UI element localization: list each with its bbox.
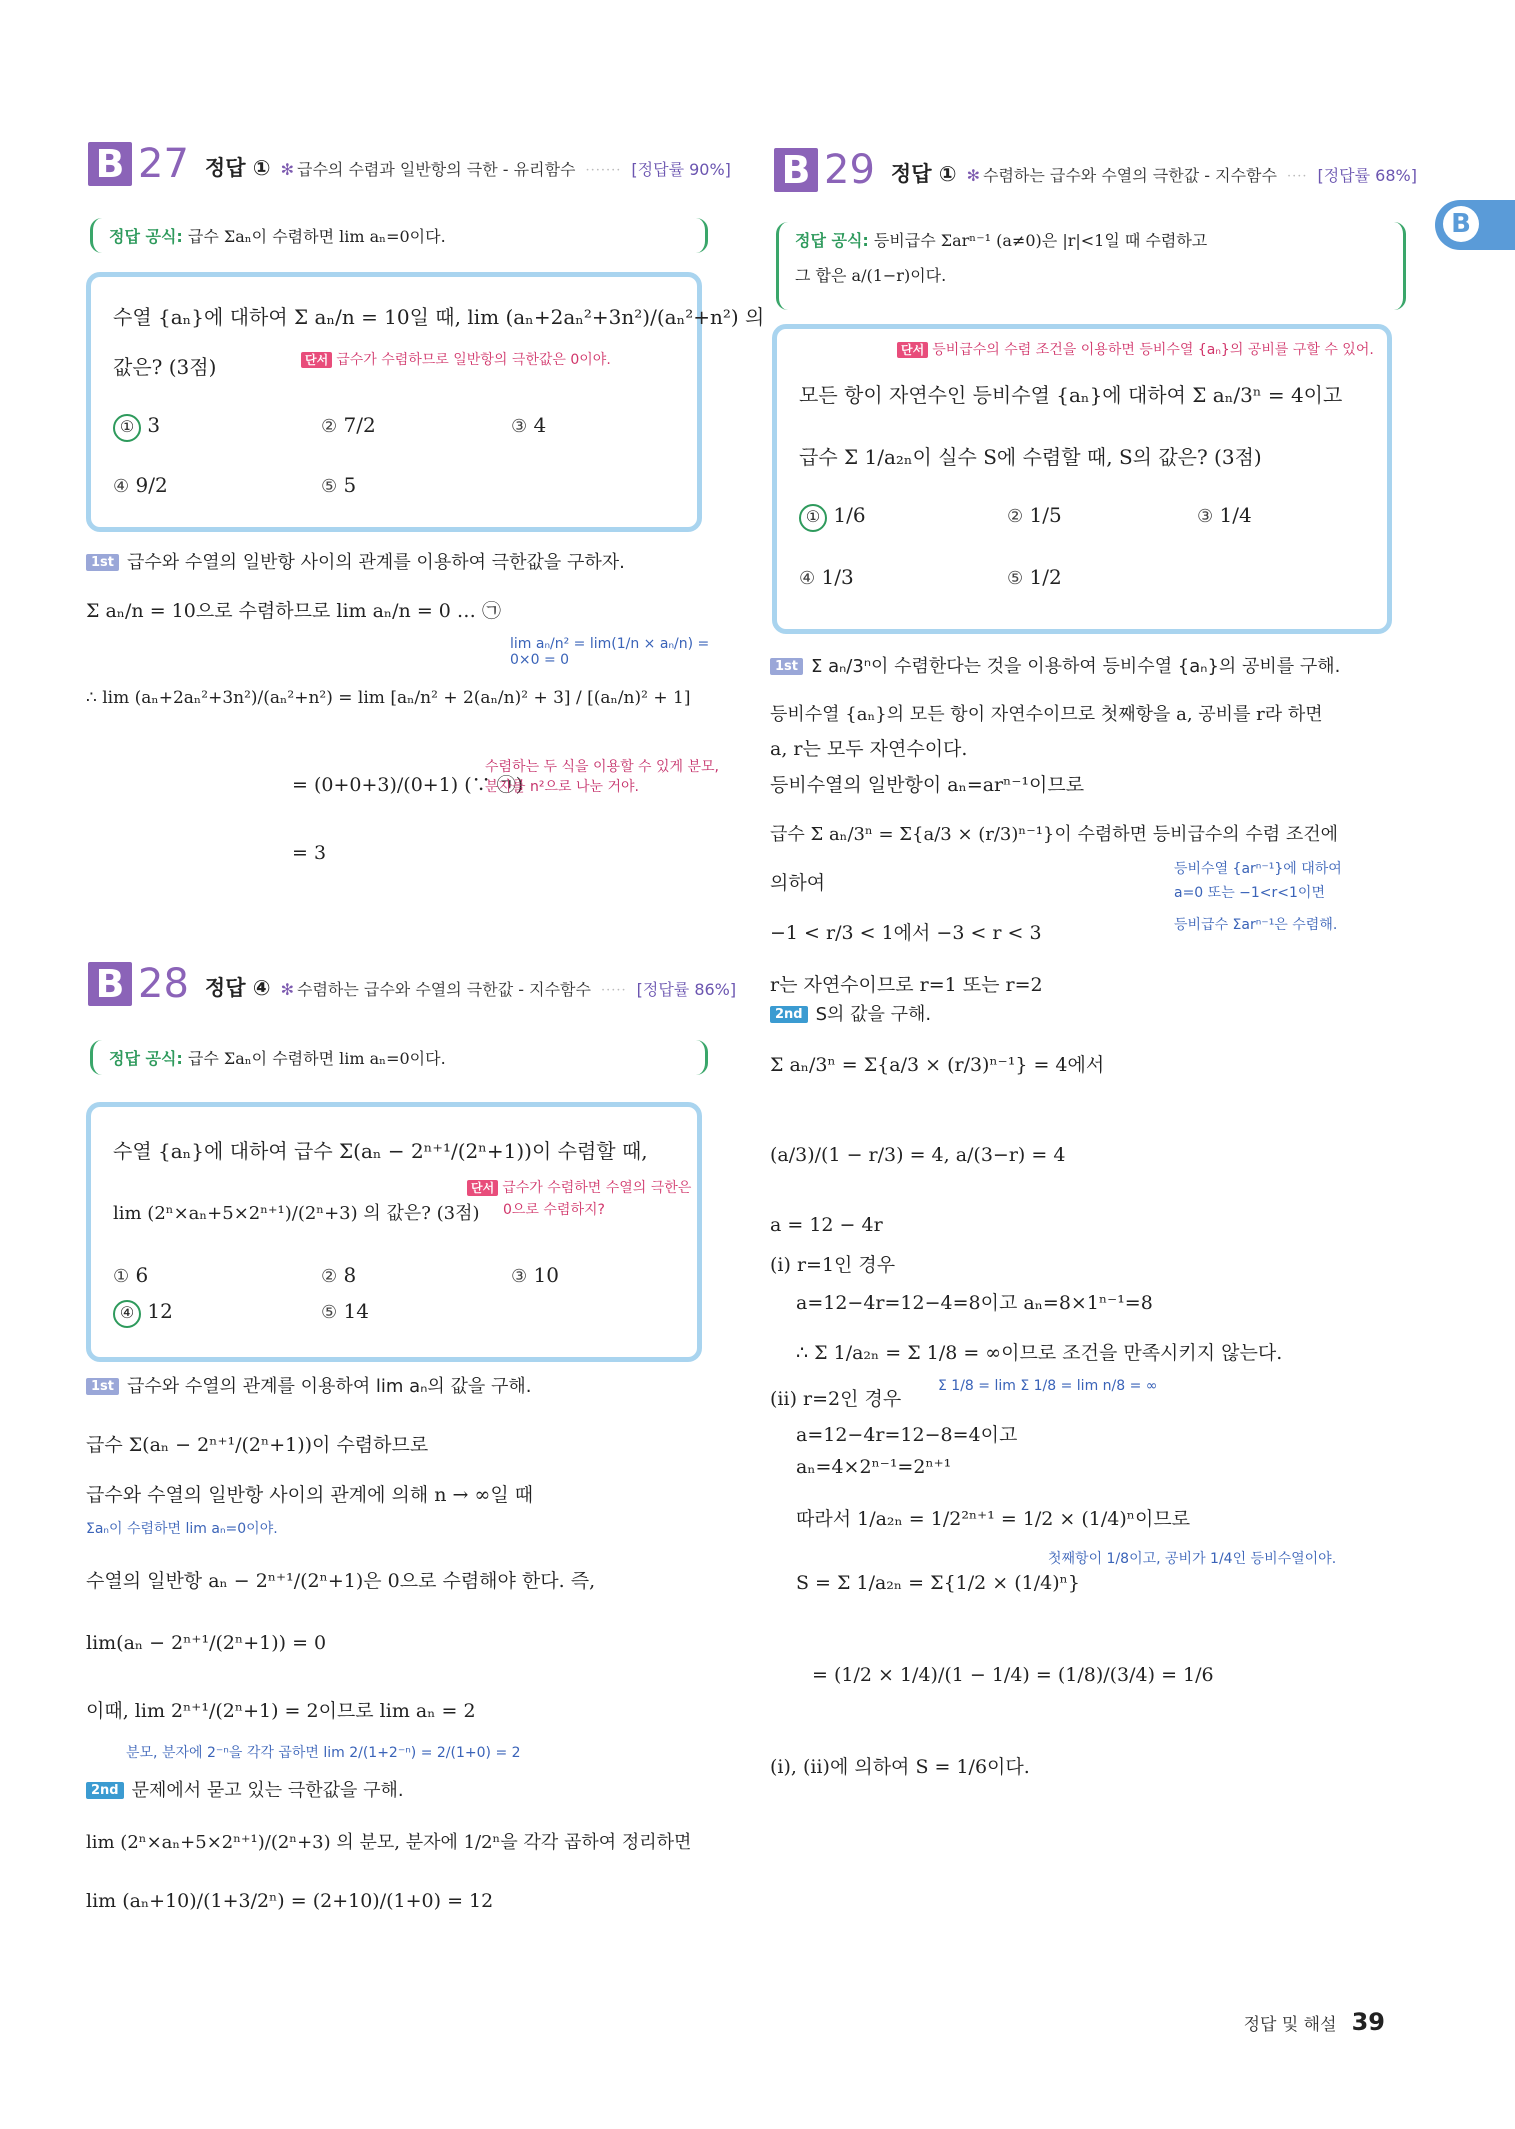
choice-3[interactable]: ③ 1/4: [1197, 503, 1252, 527]
solution-line: lim(aₙ − 2ⁿ⁺¹/(2ⁿ+1)) = 0: [86, 1632, 327, 1654]
problem-29-answer: 정답 ①: [890, 162, 957, 186]
leader-dots: ·····: [600, 983, 627, 998]
footer-text: 정답 및 해설: [1243, 2015, 1337, 2035]
solution-line: 등비수열 {aₙ}의 모든 항이 자연수이므로 첫째항을 a, 공비를 r라 하면: [770, 704, 1323, 725]
solution-line: = (1/2 × 1/4)/(1 − 1/4) = (1/8)/(3/4) = 1/6: [812, 1664, 1214, 1686]
side-note: 등비수열 {arⁿ⁻¹}에 대하여: [1174, 861, 1342, 877]
solution-line: a=12−4r=12−4=8이고 aₙ=8×1ⁿ⁻¹=8: [796, 1292, 1153, 1314]
question-line-2: lim (2ⁿ×aₙ+5×2ⁿ⁺¹)/(2ⁿ+3) 의 값은? (3점): [113, 1203, 480, 1224]
choice-5[interactable]: ⑤ 5: [321, 473, 357, 497]
side-note: Σaₙ이 수렴하면 lim aₙ=0이야.: [86, 1521, 278, 1537]
choice-1[interactable]: ① 6: [113, 1263, 149, 1287]
solution-line: = (0+0+3)/(0+1) (∵ ㉠): [292, 774, 524, 796]
problem-29-header: [774, 148, 1417, 192]
solution-line: aₙ=4×2ⁿ⁻¹=2ⁿ⁺¹: [796, 1456, 952, 1478]
problem-29-step-2: 2nd S의 값을 구해.: [770, 1000, 931, 1026]
problem-28-step-1: 1st 급수와 수열의 관계를 이용하여 lim aₙ의 값을 구해.: [86, 1372, 532, 1398]
problem-27-formula: [90, 218, 708, 253]
problem-27-badge: B: [88, 142, 132, 186]
problem-29-step-1: 1st Σ aₙ/3ⁿ이 수렴한다는 것을 이용하여 등비수열 {aₙ}의 공비를 구해.: [770, 652, 1340, 678]
problem-28-answer: 정답 ④: [204, 976, 271, 1000]
question-line-1: 모든 항이 자연수인 등비수열 {aₙ}에 대하여 Σ aₙ/3ⁿ = 4이고: [799, 383, 1343, 407]
solution-line: (ⅰ) r=1인 경우: [770, 1254, 896, 1276]
problem-28-topic: ✻ 수렴하는 급수와 수열의 극한값 - 지수함수: [280, 980, 591, 999]
problem-27-question-box: [86, 272, 765, 532]
selected-mark-icon: ④: [113, 1300, 141, 1328]
side-note: 수렴하는 두 식을 이용할 수 있게 분모, 분자를 n²으로 나눈 거야.: [485, 759, 720, 795]
solution-line: lim (2ⁿ×aₙ+5×2ⁿ⁺¹)/(2ⁿ+3) 의 분모, 분자에 1/2ⁿ을 각각 곱하여 정리하면: [86, 1832, 692, 1853]
choice-1[interactable]: ① 1/6: [799, 503, 866, 532]
solution-line: r는 자연수이므로 r=1 또는 r=2: [770, 974, 1043, 996]
choice-4[interactable]: ④ 1/3: [799, 565, 854, 589]
solution-line: 급수와 수열의 일반항 사이의 관계에 의해 n → ∞일 때: [86, 1484, 534, 1506]
problem-27-number: 27: [138, 141, 189, 187]
problem-29-rate: [정답률 68%]: [1317, 166, 1417, 185]
solution-line: a=12−4r=12−8=4이고: [796, 1424, 1018, 1446]
problem-27-rate: [정답률 90%]: [631, 160, 731, 179]
question-line-1: 수열 {aₙ}에 대하여 Σ aₙ/n = 10일 때, lim (aₙ+2aₙ²+3n²)/(aₙ²+n²) 의: [113, 305, 765, 329]
choice-2[interactable]: ② 1/5: [1007, 503, 1062, 527]
problem-27-topic: ✻ 급수의 수렴과 일반항의 극한 - 유리함수: [280, 160, 576, 179]
solution-line: (a/3)/(1 − r/3) = 4, a/(3−r) = 4: [770, 1144, 1066, 1166]
problem-28-question-box: [86, 1102, 702, 1362]
problem-28-badge: B: [88, 962, 132, 1006]
problem-27-answer: 정답 ①: [204, 156, 271, 180]
problem-28-step-2: 2nd 문제에서 묻고 있는 극한값을 구해.: [86, 1776, 404, 1802]
problem-29-number: 29: [824, 147, 875, 193]
solution-line: 이때, lim 2ⁿ⁺¹/(2ⁿ+1) = 2이므로 lim aₙ = 2: [86, 1700, 476, 1722]
problem-29-badge: B: [774, 148, 818, 192]
solution-line: 따라서 1/a₂ₙ = 1/2²ⁿ⁺¹ = 1/2 × (1/4)ⁿ이므로: [796, 1508, 1191, 1530]
problem-29-topic: ✻ 수렴하는 급수와 수열의 극한값 - 지수함수: [966, 166, 1277, 185]
solution-line: 의하여: [770, 872, 826, 894]
selected-mark-icon: ①: [799, 504, 827, 532]
question-hint: 단서 급수가 수렴하므로 일반항의 극한값은 0이야.: [301, 349, 611, 369]
selected-mark-icon: ①: [113, 414, 141, 442]
formula-text-2: 그 합은 a/(1−r)이다.: [795, 266, 947, 285]
question-hint: 단서 급수가 수렴하면 수열의 극한은: [467, 1177, 691, 1197]
solution-line: 급수 Σ aₙ/3ⁿ = Σ{a/3 × (r/3)ⁿ⁻¹}이 수렴하면 등비급수의 수렴 조건에: [770, 824, 1339, 845]
side-note: 첫째항이 1/8이고, 공비가 1/4인 등비수열이야.: [1048, 1551, 1337, 1567]
problem-29-question-box: [772, 324, 1392, 634]
section-tab-label: B: [1443, 206, 1479, 242]
choice-3[interactable]: ③ 4: [511, 413, 547, 437]
formula-text: 등비급수 Σarⁿ⁻¹ (a≠0)은 |r|<1일 때 수렴하고: [873, 231, 1208, 250]
solution-line: 급수 Σ(aₙ − 2ⁿ⁺¹/(2ⁿ+1))이 수렴하므로: [86, 1434, 429, 1456]
solution-line: Σ aₙ/n = 10으로 수렴하므로 lim aₙ/n = 0 … ㉠: [86, 600, 501, 622]
solution-line: lim (aₙ+10)/(1+3/2ⁿ) = (2+10)/(1+0) = 12: [86, 1890, 494, 1912]
choice-5[interactable]: ⑤ 1/2: [1007, 565, 1062, 589]
choice-4[interactable]: ④ 9/2: [113, 473, 168, 497]
page-number: 39: [1351, 2008, 1385, 2036]
problem-28-number: 28: [138, 961, 189, 1007]
solution-line: S = Σ 1/a₂ₙ = Σ{1/2 × (1/4)ⁿ}: [796, 1572, 1080, 1594]
choice-2[interactable]: ② 7/2: [321, 413, 376, 437]
solution-line: (ⅰ), (ⅱ)에 의하여 S = 1/6이다.: [770, 1756, 1030, 1778]
side-note: 등비급수 Σarⁿ⁻¹은 수렴해.: [1174, 917, 1338, 933]
side-note: Σ 1/8 = lim Σ 1/8 = lim n/8 = ∞: [938, 1378, 1158, 1394]
side-note: a=0 또는 −1<r<1이면: [1174, 885, 1325, 901]
question-hint-2: 0으로 수렴하지?: [503, 1202, 605, 1218]
problem-28-header: [88, 962, 736, 1006]
question-line-1: 수열 {aₙ}에 대하여 급수 Σ(aₙ − 2ⁿ⁺¹/(2ⁿ+1))이 수렴할 때,: [113, 1139, 648, 1163]
formula-label: 정답 공식:: [795, 231, 869, 250]
solution-line: Σ aₙ/3ⁿ = Σ{a/3 × (r/3)ⁿ⁻¹} = 4에서: [770, 1054, 1105, 1076]
page-footer: [1244, 2008, 1385, 2036]
formula-label: 정답 공식:: [109, 1049, 183, 1068]
leader-dots: ·······: [585, 163, 622, 178]
problem-28-formula: [90, 1040, 708, 1075]
problem-27-step-1: 1st 급수와 수열의 일반항 사이의 관계를 이용하여 극한값을 구하자.: [86, 548, 625, 574]
side-note: lim aₙ/n² = lim(1/n × aₙ/n) = 0×0 = 0: [510, 636, 710, 668]
solution-line: a = 12 − 4r: [770, 1214, 883, 1236]
solution-line: 수열의 일반항 aₙ − 2ⁿ⁺¹/(2ⁿ+1)은 0으로 수렴해야 한다. 즉,: [86, 1570, 596, 1592]
question-line-2: 값은? (3점): [113, 355, 217, 379]
solution-line: a, r는 모두 자연수이다.: [770, 738, 968, 760]
solution-line: ∴ lim (aₙ+2aₙ²+3n²)/(aₙ²+n²) = lim [aₙ/n² + 2(aₙ/n)² + 3] / [(aₙ/n)² + 1]: [86, 688, 691, 708]
problem-27-header: [88, 142, 731, 186]
formula-text: 급수 Σaₙ이 수렴하면 lim aₙ=0이다.: [187, 227, 446, 246]
choice-3[interactable]: ③ 10: [511, 1263, 559, 1287]
choice-1[interactable]: ① 3: [113, 413, 160, 442]
problem-28-rate: [정답률 86%]: [636, 980, 737, 999]
question-hint: 단서 등비급수의 수렴 조건을 이용하면 등비수열 {aₙ}의 공비를 구할 수 있어.: [897, 339, 1374, 359]
formula-text: 급수 Σaₙ이 수렴하면 lim aₙ=0이다.: [187, 1049, 446, 1068]
solution-line: 등비수열의 일반항이 aₙ=arⁿ⁻¹이므로: [770, 774, 1085, 796]
choice-2[interactable]: ② 8: [321, 1263, 357, 1287]
question-line-2: 급수 Σ 1/a₂ₙ이 실수 S에 수렴할 때, S의 값은? (3점): [799, 445, 1262, 469]
leader-dots: ····: [1286, 169, 1308, 184]
choice-5[interactable]: ⑤ 14: [321, 1299, 369, 1323]
section-tab[interactable]: [1435, 200, 1515, 250]
solution-line: (ⅱ) r=2인 경우: [770, 1388, 902, 1410]
choice-4[interactable]: ④ 12: [113, 1299, 173, 1328]
formula-label: 정답 공식:: [109, 227, 183, 246]
solution-line: −1 < r/3 < 1에서 −3 < r < 3: [770, 922, 1042, 944]
solution-line: ∴ Σ 1/a₂ₙ = Σ 1/8 = ∞이므로 조건을 만족시키지 않는다.: [796, 1342, 1283, 1364]
solution-line: = 3: [292, 842, 327, 864]
problem-29-formula: [776, 222, 1406, 310]
side-note: 분모, 분자에 2⁻ⁿ을 각각 곱하면 lim 2/(1+2⁻ⁿ) = 2/(1+0) = 2: [126, 1745, 521, 1761]
